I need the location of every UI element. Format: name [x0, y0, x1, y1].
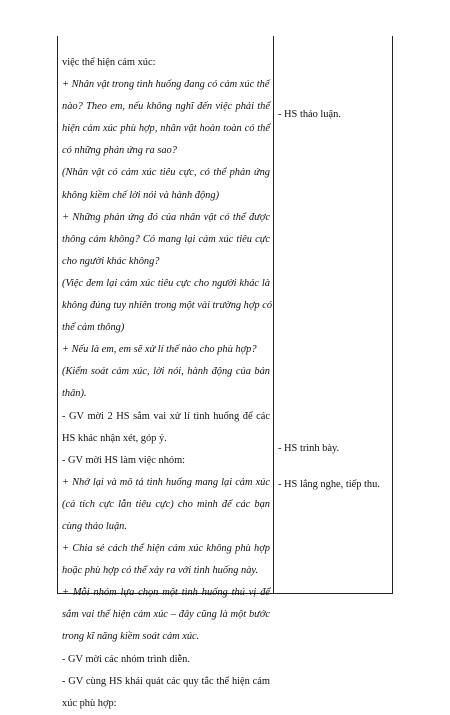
text-line: cùng thảo luận. — [62, 520, 127, 532]
text-line: (Kiểm soát cảm xúc, lời nói, hành động của bản — [62, 366, 270, 378]
text-line: thân). — [62, 388, 87, 400]
teacher-activity-column — [62, 52, 273, 715]
column-divider — [273, 36, 274, 593]
text-line: - GV cùng HS khái quát các quy tắc thể hiện cảm — [62, 675, 270, 687]
text-line: HS khác nhận xét, góp ý. — [62, 432, 167, 444]
student-activity-present: - HS trình bày. — [278, 443, 340, 454]
text-line: sắm vai thể hiện cảm xúc – đây cũng là một bước — [62, 609, 270, 621]
text-line: + Mỗi nhóm lựa chọn một tình huống thú vị để — [62, 587, 270, 599]
text-line: trong kĩ năng kiềm soát cảm xúc. — [62, 631, 200, 643]
text-line: thông cảm không? Có mang lại cảm xúc tiêu cực — [62, 233, 270, 245]
text-line: hiện cảm xúc phù hợp, nhân vật hoàn toàn có thể — [62, 123, 270, 135]
text-line: + Nhớ lại và mô tả tình huống mang lại cảm xúc — [62, 476, 270, 488]
text-line: xúc phù hợp: — [62, 697, 117, 709]
text-line: - GV mời các nhóm trình diễn. — [62, 653, 190, 665]
text-line: - GV mời 2 HS sắm vai xử lí tình huống để các — [62, 410, 270, 422]
text-line: (Việc đem lại cảm xúc tiêu cực cho người khác là — [62, 277, 270, 289]
student-activity-discuss: - HS thảo luận. — [278, 109, 341, 120]
text-line: cho người khác không? — [62, 255, 160, 267]
text-line: + Nếu là em, em sẽ xử lí thế nào cho phù hợp? — [62, 344, 257, 356]
text-line: việc thể hiện cảm xúc: — [62, 57, 156, 68]
text-line: (Nhân vật có cảm xúc tiêu cực, có thể phản ứng — [62, 167, 270, 179]
lesson-table — [57, 36, 393, 709]
text-line: nào? Theo em, nếu không nghĩ đến việc phải thể — [62, 101, 270, 113]
text-line: - GV mời HS làm việc nhóm: — [62, 454, 186, 466]
text-line: + Nhân vật trong tình huống đang có cảm xúc thế — [62, 79, 270, 91]
text-line: có những phản ứng ra sao? — [62, 145, 177, 157]
text-line: + Những phản ứng đó của nhân vật có thể được — [62, 211, 270, 223]
text-line: thể cảm thông) — [62, 322, 125, 334]
text-line: + Chia sẻ cách thể hiện cảm xúc không phù hợp — [62, 543, 270, 555]
student-activity-listen: - HS lắng nghe, tiếp thu. — [278, 479, 380, 490]
text-line: không đúng tuy nhiên trong một vài trường hợp có — [62, 300, 273, 312]
text-line: (cả tích cực lẫn tiêu cực) cho mình để các bạn — [62, 498, 270, 510]
text-line: hoặc phù hợp có thể xảy ra với tình huống này. — [62, 565, 259, 577]
text-line: không kiềm chế lời nói và hành động) — [62, 189, 220, 201]
